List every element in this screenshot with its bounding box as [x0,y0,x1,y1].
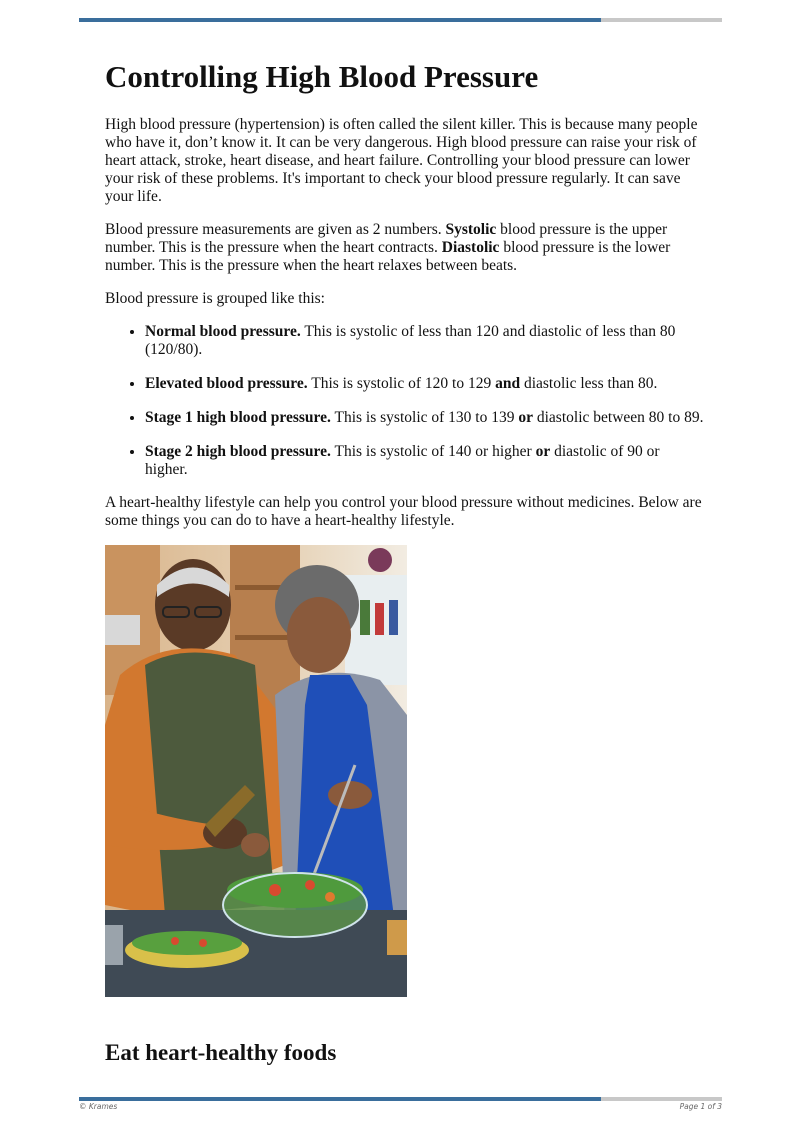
top-rule-accent [79,18,601,22]
category-conjunction: and [495,375,521,393]
category-label: Normal blood pressure. [145,323,301,341]
footer-page-number: Page 1 of 3 [679,1102,722,1111]
category-label: Stage 1 high blood pressure. [145,409,331,427]
measure-text-2: blood pressure is the upper number. This is the pressure when the heart contracts. [105,221,668,257]
bottom-rule-accent [79,1097,601,1101]
diastolic-term: Diastolic [441,239,500,257]
category-text: This is systolic of less than 120 and diastolic of less than 80 (120/80). [145,323,676,359]
category-label: Stage 2 high blood pressure. [145,443,331,461]
category-conjunction: or [535,443,551,461]
document-body [105,58,705,997]
list-item-stage1 [145,409,705,427]
top-rule [79,18,722,22]
measure-text-1: Blood pressure measurements are given as 2 numbers. [105,221,446,239]
list-item-elevated [145,375,705,393]
category-text: This is systolic of 140 or higher [330,443,536,461]
bp-category-list [105,323,705,479]
systolic-term: Systolic [445,221,497,239]
bottom-rule [79,1097,722,1101]
category-label: Elevated blood pressure. [145,375,308,393]
intro-paragraph: High blood pressure (hypertension) is often called the silent killer. This is because many people who have it, don’t know it. It can be very dangerous. High blood pressure can raise your risk of heart attack, stroke, heart disease, and heart failure. Controlling your blood pressure can lower your risk of these problems. It's important to check your blood pressure regularly. It can save your life. [105,116,698,206]
page-title: Controlling High Blood Pressure [105,59,539,94]
category-text: This is systolic of 130 to 139 [330,409,519,427]
category-text: This is systolic of 120 to 129 [307,375,496,393]
cooking-couple-photo [105,545,407,997]
list-item-stage2 [145,443,705,479]
section-heading: Eat heart-healthy foods [105,1040,337,1065]
grouped-intro: Blood pressure is grouped like this: [105,290,325,308]
list-item-normal [145,323,705,359]
category-conjunction: or [518,409,533,427]
category-text-tail: diastolic of 90 or higher. [145,443,660,479]
measurement-paragraph [105,221,705,275]
category-text-tail: diastolic between 80 to 89. [533,409,704,427]
footer-copyright: © Krames [79,1102,118,1111]
category-text-tail: diastolic less than 80. [520,375,658,393]
measure-text-3: blood pressure is the lower number. This is the pressure when the heart relaxes between beats. [105,239,671,275]
lifestyle-paragraph: A heart-healthy lifestyle can help you control your blood pressure without medicines. Below are some things you can do to have a heart-healthy lifestyle. [105,494,702,530]
